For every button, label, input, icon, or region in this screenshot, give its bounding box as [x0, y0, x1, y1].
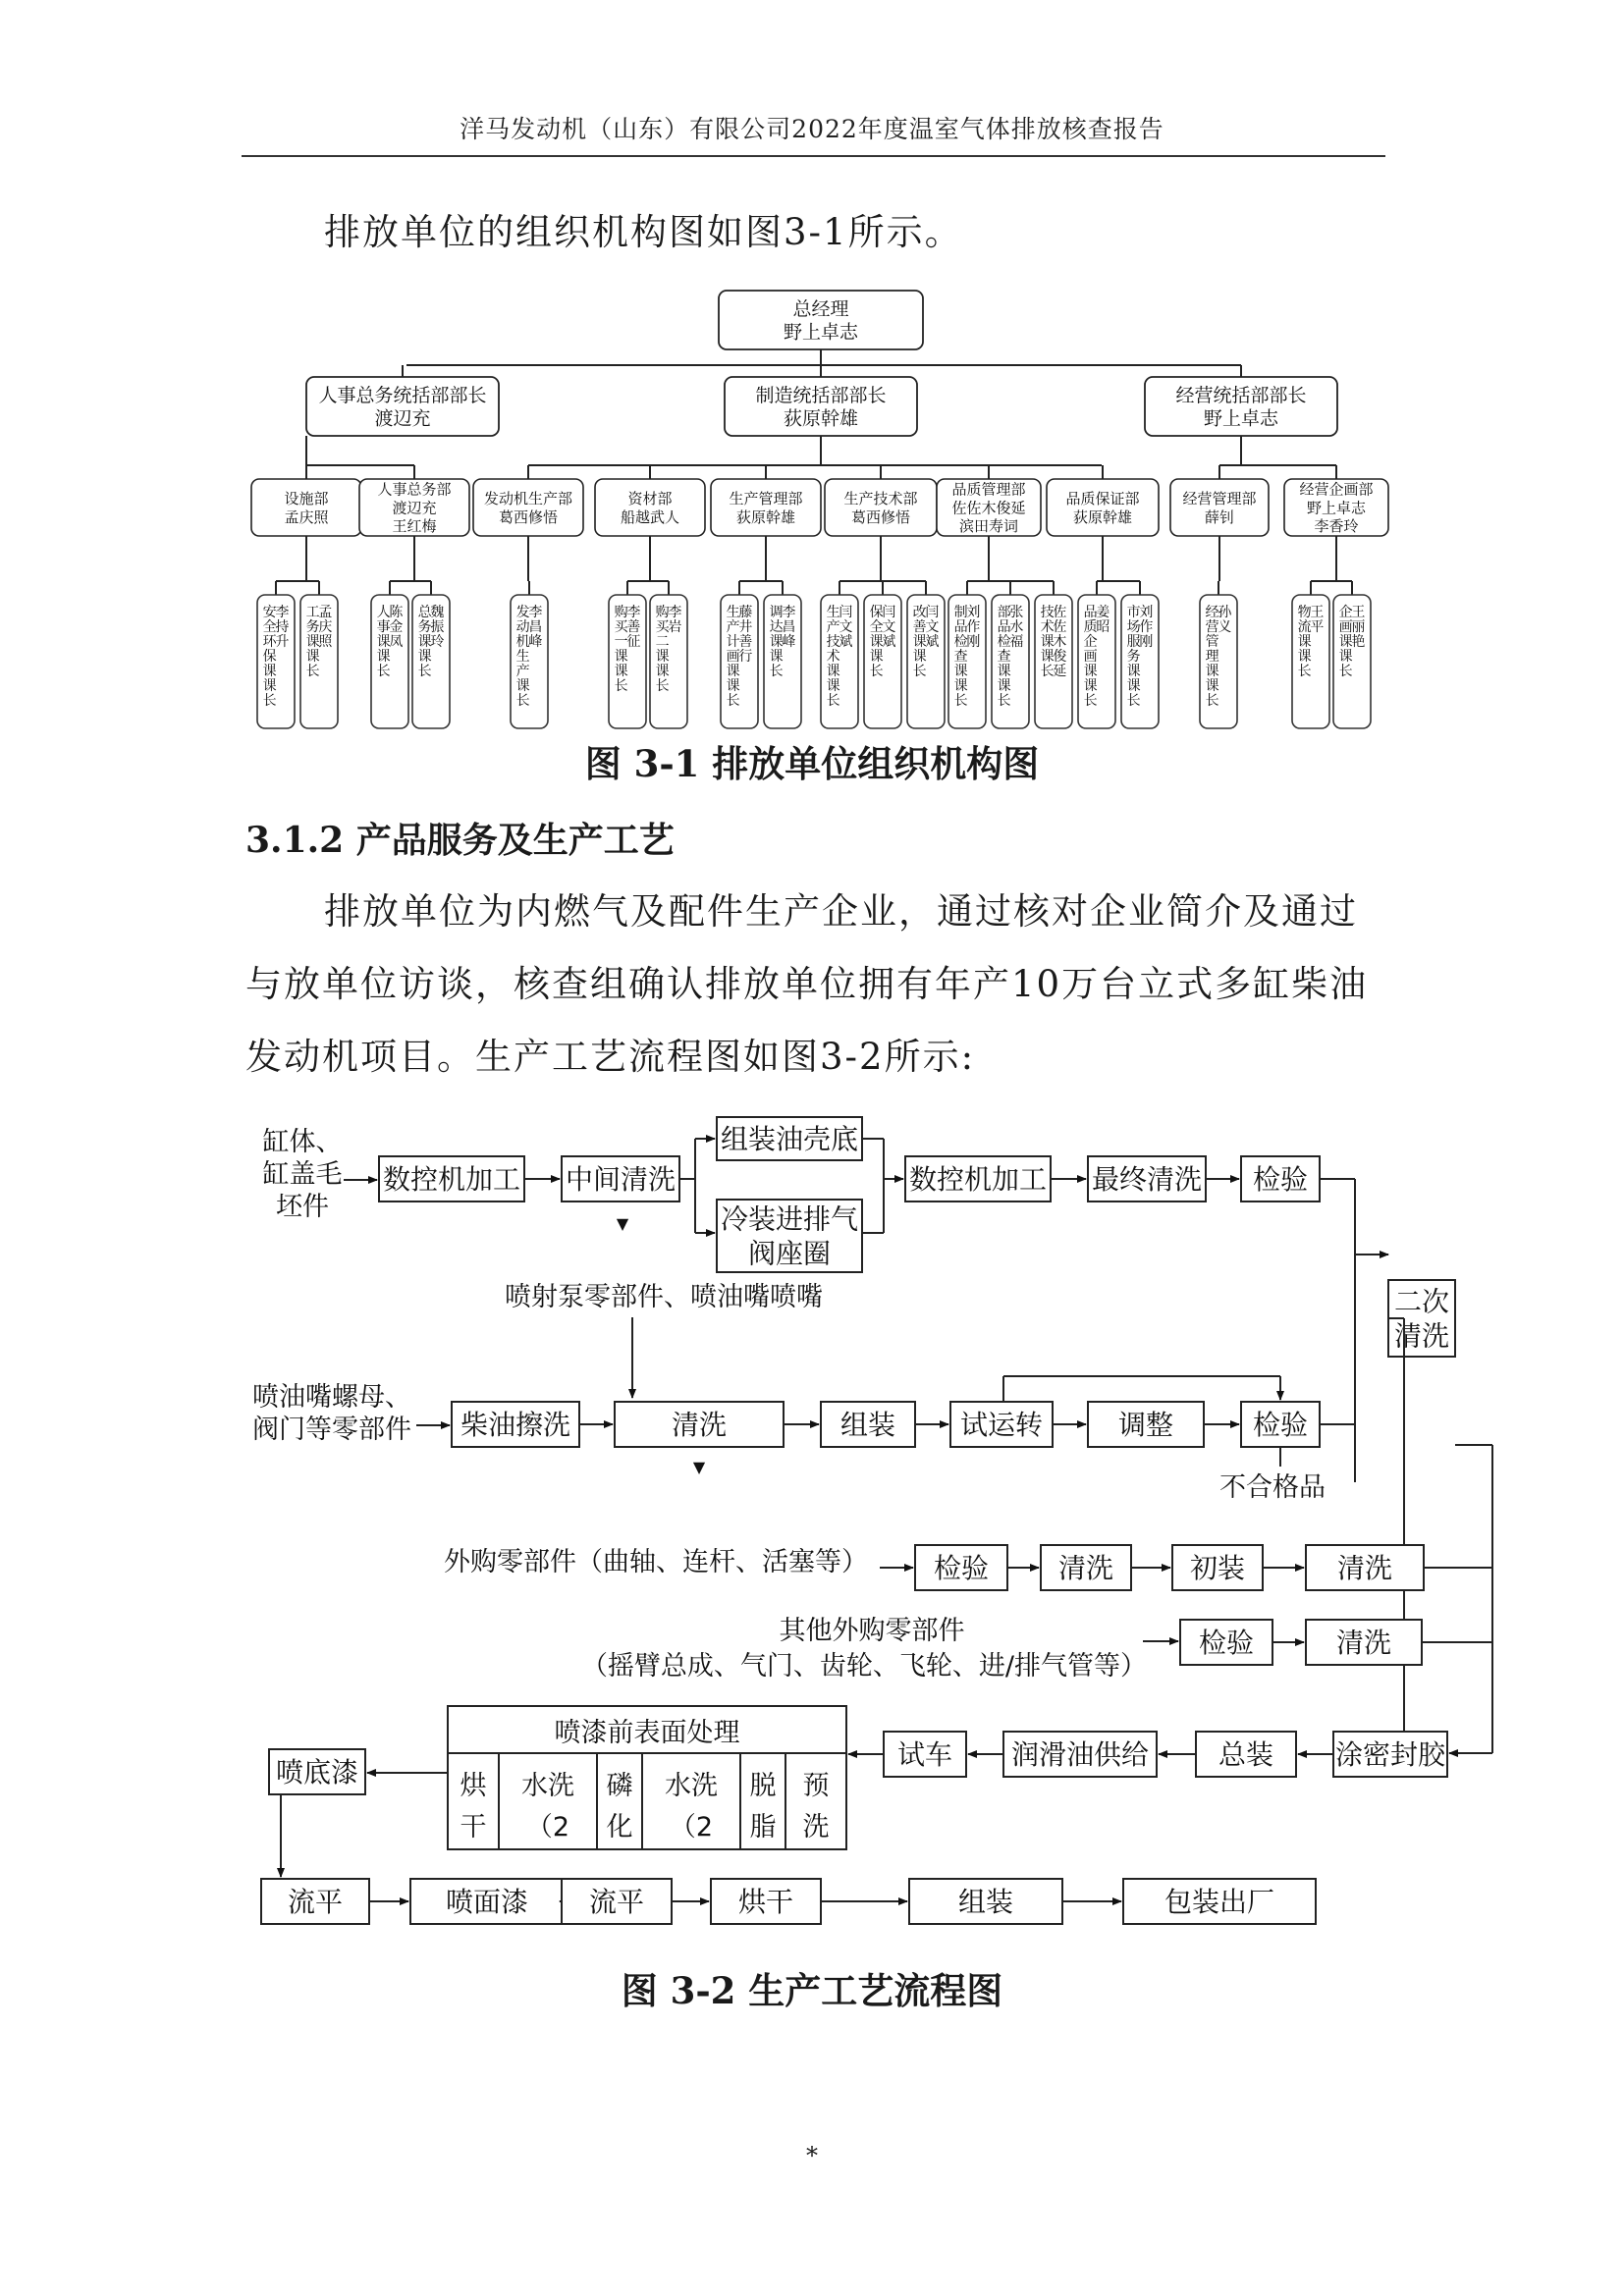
flow-box-sealant-text-0: 涂密封胶: [1334, 1738, 1446, 1772]
org-section-box-17-char-0-6: 长: [1205, 693, 1219, 709]
flow-box-row6-0-text-0: 流平: [287, 1886, 344, 1919]
org-section-box-5-char-0-4: 课: [614, 664, 628, 679]
flow-drop-mark-2: ▼: [692, 1458, 706, 1476]
org-section-box-16-char-1-0: 刘: [1139, 605, 1154, 620]
org-section-box-4-char-0-4: 产: [515, 664, 530, 679]
org-section-box-9-char-0-6: 长: [826, 693, 840, 709]
org-section-box-6-char-0-4: 课: [655, 664, 670, 679]
org-section-box-4-char-1-2: 峰: [528, 634, 543, 650]
org-section-box-16-char-0-5: 课: [1126, 678, 1141, 694]
org-section-box-4-char-0-6: 长: [515, 693, 530, 709]
org-section-box-3-char-0-4: 长: [417, 664, 432, 679]
org-section-box-18-char-0-1: 流: [1297, 619, 1312, 635]
org-section-box-14-char-1-2: 木: [1053, 634, 1067, 650]
process-paragraph: 排放单位为内燃气及配件生产企业，通过核对企业简介及通过与放单位访谈，核查组确认排放单位拥有年产10万台立式多缸柴油发动机项目。生产工艺流程图如图3-2所示:: [245, 890, 1369, 1078]
org-section-box-7-char-0-3: 画: [726, 649, 740, 665]
flow-box-test-run-text-0: 试车: [896, 1738, 953, 1772]
org-section-box-8-char-1-1: 昌: [782, 619, 796, 635]
flow-box-primer-text-0: 喷底漆: [275, 1756, 359, 1789]
org-department-box-0-text-0: 设施部: [284, 490, 329, 508]
org-section-box-7-char-1-0: 藤: [738, 605, 753, 620]
org-department-box-1-text-0: 人事总务部: [377, 480, 452, 499]
flow-pretreatment-cell-2-a: 磷: [606, 1771, 633, 1801]
flow-box-row6-1-text-0: 喷面漆: [445, 1886, 529, 1919]
org-section-box-6-char-0-3: 课: [655, 649, 670, 665]
flow-box-cold-fit-text-0: 冷装进排气: [720, 1202, 859, 1236]
org-department-box-4-text-1: 荻原幹雄: [735, 507, 796, 526]
figure-3-1-caption: 图 3-1 排放单位组织机构图: [584, 742, 1040, 785]
flow-pretreatment-cell-0-a: 烘: [460, 1771, 487, 1801]
org-section-box-7-char-1-1: 井: [738, 619, 753, 635]
org-division-box-2-text-0: 经营统括部部长: [1175, 384, 1307, 406]
flow-box-row6-4-text-0: 组装: [957, 1886, 1014, 1919]
org-section-box-9-char-1-1: 文: [839, 619, 853, 635]
org-division-box-1-text-1: 荻原幹雄: [783, 407, 859, 430]
org-section-box-1-char-0-0: 工: [305, 605, 320, 620]
org-section-box-8-char-1-0: 李: [782, 605, 796, 620]
org-section-box-16-char-0-1: 场: [1126, 619, 1141, 635]
org-section-box-14-char-1-1: 佐: [1053, 619, 1067, 635]
flow-pretreatment-cell-4-b: 脂: [749, 1812, 777, 1842]
org-section-box-16-char-0-0: 市: [1126, 605, 1141, 620]
intro-paragraph: 排放单位的组织机构图如图3-1所示。: [324, 211, 963, 253]
org-section-box-0-char-0-5: 课: [262, 678, 277, 694]
org-section-box-4-char-0-1: 动: [515, 619, 530, 635]
flow-box-lube-oil-text-0: 润滑油供给: [1010, 1738, 1150, 1772]
figure-3-2-caption: 图 3-2 生产工艺流程图: [621, 1969, 1003, 2012]
org-section-box-17-char-0-5: 课: [1205, 678, 1219, 694]
org-section-box-5-char-0-2: 一: [614, 634, 628, 650]
flow-pretreatment-cell-0-b: 干: [460, 1812, 487, 1842]
org-section-box-12-char-0-0: 制: [953, 605, 968, 620]
org-section-box-16-char-0-2: 服: [1126, 634, 1141, 650]
flow-box-cnc-2-text-0: 数控机加工: [908, 1163, 1048, 1197]
flow-drop-mark-1: ▼: [616, 1214, 629, 1233]
org-section-box-14-char-0-2: 课: [1040, 634, 1055, 650]
org-department-box-5-text-0: 生产技术部: [843, 490, 918, 508]
flow-pretreatment-cell-1-a: 水洗: [521, 1771, 574, 1801]
org-section-box-6-char-0-5: 长: [655, 678, 670, 694]
org-section-box-2-char-1-2: 凤: [389, 634, 404, 650]
org-section-box-12-char-1-2: 刚: [966, 634, 981, 650]
org-section-box-14-char-0-0: 技: [1040, 605, 1055, 620]
org-section-box-8-char-0-4: 长: [769, 664, 784, 679]
org-gm-box-text-0: 总经理: [792, 297, 849, 320]
flow-external-parts-2-text-1: （摇臂总成、气门、齿轮、飞轮、进/排气管等）: [580, 1651, 1148, 1682]
org-section-box-8-char-0-1: 达: [769, 619, 784, 635]
flow-box-mid-wash-text-0: 中间清洗: [565, 1163, 677, 1197]
org-department-box-4-text-0: 生产管理部: [729, 490, 803, 508]
flow-box-assemble-2-text-0: 组装: [839, 1409, 896, 1442]
org-section-box-15-char-0-4: 课: [1083, 664, 1098, 679]
org-section-box-5-char-0-0: 购: [614, 605, 628, 620]
flow-box-final-assembly-text-0: 总装: [1218, 1738, 1274, 1772]
org-department-box-3-text-1: 船越武人: [620, 507, 680, 526]
org-section-box-6-char-0-1: 买: [655, 619, 670, 635]
org-section-box-12-char-0-5: 课: [953, 678, 968, 694]
org-section-box-3-char-1-1: 振: [430, 619, 445, 635]
org-section-box-9-char-1-2: 斌: [839, 634, 853, 650]
flow-box-row6-2-text-0: 流平: [588, 1886, 645, 1919]
org-section-box-14-char-1-0: 佐: [1053, 605, 1067, 620]
org-section-box-3-char-0-1: 务: [417, 619, 432, 635]
flow-box-adjust-text-0: 调整: [1117, 1409, 1174, 1442]
org-section-box-14-char-0-4: 长: [1040, 664, 1055, 679]
org-division-box-1-text-0: 制造统括部部长: [755, 384, 887, 406]
org-department-box-1-text-1: 渡辺充: [392, 499, 437, 517]
org-section-box-1-char-1-0: 孟: [318, 605, 333, 620]
org-section-box-19-char-0-3: 课: [1338, 649, 1353, 665]
org-section-box-4-char-0-0: 发: [515, 605, 530, 620]
org-section-box-5-char-0-1: 买: [614, 619, 628, 635]
org-section-box-11-char-0-3: 课: [912, 649, 927, 665]
org-gm-box-text-1: 野上卓志: [783, 321, 859, 344]
org-section-box-13-char-0-5: 课: [997, 678, 1011, 694]
org-section-box-12-char-0-1: 品: [953, 619, 968, 635]
org-division-box-0-text-1: 渡辺充: [374, 407, 431, 430]
org-section-box-11-char-0-4: 长: [912, 664, 927, 679]
org-department-box-3-text-0: 资材部: [627, 490, 673, 508]
org-section-box-13-char-0-2: 检: [997, 634, 1011, 650]
flow-box-cnc-1-text-0: 数控机加工: [382, 1163, 521, 1197]
org-section-box-3-char-0-3: 课: [417, 649, 432, 665]
flow-box-row6-5-text-0: 包装出厂: [1164, 1886, 1275, 1919]
org-section-box-14-char-1-4: 延: [1053, 664, 1067, 679]
org-section-box-7-char-0-2: 计: [726, 634, 740, 650]
flow-input-2-text-0: 喷油嘴螺母、: [252, 1382, 411, 1413]
org-section-box-1-char-1-1: 庆: [318, 619, 333, 635]
flow-box-row4-0-text-0: 检验: [1198, 1627, 1255, 1660]
flow-pretreatment-cell-5-a: 预: [802, 1771, 830, 1801]
flow-box-cold-fit-text-1: 阀座圈: [747, 1237, 832, 1270]
org-section-box-13-char-1-2: 福: [1009, 634, 1024, 650]
org-section-box-10-char-0-0: 保: [869, 605, 884, 620]
org-section-box-0-char-0-6: 长: [262, 693, 277, 709]
org-section-box-13-char-0-3: 查: [997, 649, 1011, 665]
flow-box-row3-2-text-0: 初装: [1189, 1552, 1246, 1585]
flow-pretreatment-cell-2-b: 化: [606, 1812, 633, 1842]
org-section-box-0-char-1-2: 升: [275, 634, 290, 650]
org-division-box-2-text-1: 野上卓志: [1203, 407, 1279, 430]
page-number: *: [806, 2142, 818, 2169]
org-section-box-17-char-1-0: 孙: [1218, 605, 1232, 620]
org-section-box-16-char-0-6: 长: [1126, 693, 1141, 709]
org-section-box-12-char-0-4: 课: [953, 664, 968, 679]
org-section-box-19-char-0-4: 长: [1338, 664, 1353, 679]
org-section-box-3-char-1-2: 玲: [430, 634, 445, 650]
org-section-box-6-char-1-1: 岩: [668, 619, 682, 635]
flow-box-second-wash-text-0: 二次: [1393, 1285, 1450, 1318]
org-department-box-1-text-2: 王红梅: [392, 517, 437, 536]
org-section-box-1-char-0-1: 务: [305, 619, 320, 635]
org-section-box-10-char-0-3: 课: [869, 649, 884, 665]
flow-input-1-text-2: 坯件: [276, 1192, 329, 1222]
org-section-box-17-char-1-1: 义: [1218, 619, 1232, 635]
org-section-box-11-char-0-2: 课: [912, 634, 927, 650]
flow-box-final-wash-text-0: 最终清洗: [1091, 1163, 1203, 1197]
org-section-box-19-char-0-0: 企: [1338, 605, 1353, 620]
org-section-box-5-char-1-0: 李: [626, 605, 641, 620]
flow-box-inspect-2-text-0: 检验: [1252, 1409, 1309, 1442]
org-section-box-13-char-0-6: 长: [997, 693, 1011, 709]
org-section-box-13-char-0-4: 课: [997, 664, 1011, 679]
org-section-box-16-char-0-3: 务: [1126, 649, 1141, 665]
org-section-box-12-char-0-6: 长: [953, 693, 968, 709]
org-section-box-15-char-0-3: 画: [1083, 649, 1098, 665]
org-section-box-13-char-0-0: 部: [997, 605, 1011, 620]
org-section-box-11-char-0-1: 善: [912, 619, 927, 635]
org-section-box-15-char-0-0: 品: [1083, 605, 1098, 620]
org-section-box-1-char-0-3: 课: [305, 649, 320, 665]
org-section-box-12-char-0-2: 检: [953, 634, 968, 650]
org-section-box-6-char-0-0: 购: [655, 605, 670, 620]
org-section-box-2-char-0-3: 课: [376, 649, 391, 665]
org-section-box-6-char-0-2: 二: [655, 634, 670, 650]
org-section-box-9-char-0-1: 产: [826, 619, 840, 635]
org-section-box-12-char-1-0: 刘: [966, 605, 981, 620]
org-section-box-7-char-0-4: 课: [726, 664, 740, 679]
org-department-box-8-text-1: 薛钊: [1204, 507, 1235, 526]
org-section-box-1-char-0-2: 课: [305, 634, 320, 650]
org-section-box-18-char-0-3: 课: [1297, 649, 1312, 665]
org-section-box-11-char-1-0: 闫: [925, 605, 940, 620]
org-section-box-9-char-0-5: 课: [826, 678, 840, 694]
org-department-box-8-text-0: 经营管理部: [1182, 490, 1257, 508]
org-section-box-17-char-0-3: 理: [1205, 649, 1219, 665]
flow-input-2-text-1: 阀门等零部件: [252, 1415, 411, 1445]
org-department-box-6-text-0: 品质管理部: [951, 480, 1026, 499]
org-section-box-18-char-1-0: 王: [1310, 605, 1325, 620]
org-section-box-16-char-1-1: 作: [1139, 619, 1154, 635]
org-section-box-10-char-1-1: 文: [882, 619, 896, 635]
org-section-box-1-char-0-4: 长: [305, 664, 320, 679]
flow-box-row3-0-text-0: 检验: [933, 1552, 990, 1585]
org-section-box-8-char-0-0: 调: [769, 605, 784, 620]
flow-box-row3-1-text-0: 清洗: [1057, 1552, 1114, 1585]
org-section-box-10-char-0-2: 课: [869, 634, 884, 650]
org-section-box-7-char-0-1: 产: [726, 619, 740, 635]
org-section-box-18-char-0-4: 长: [1297, 664, 1312, 679]
org-section-box-4-char-1-0: 李: [528, 605, 543, 620]
flow-pretreatment-cell-3-a: 水洗: [665, 1771, 718, 1801]
org-section-box-11-char-1-1: 文: [925, 619, 940, 635]
org-section-box-17-char-0-1: 营: [1205, 619, 1219, 635]
org-department-box-9-text-1: 野上卓志: [1306, 499, 1367, 517]
org-section-box-11-char-0-0: 改: [912, 605, 927, 620]
org-section-box-3-char-1-0: 魏: [430, 605, 445, 620]
flow-external-parts-1: 外购零部件（曲轴、连杆、活塞等）: [444, 1547, 868, 1577]
page-header: 洋马发动机（山东）有限公司2022年度温室气体排放核查报告: [460, 115, 1164, 143]
org-section-box-10-char-0-4: 长: [869, 664, 884, 679]
org-section-box-18-char-1-1: 平: [1310, 619, 1325, 635]
org-section-box-4-char-0-3: 生: [515, 649, 530, 665]
org-division-box-0-text-0: 人事总务统括部部长: [318, 384, 487, 406]
flow-reject-label: 不合格品: [1219, 1472, 1326, 1503]
org-section-box-7-char-0-0: 生: [726, 605, 740, 620]
org-section-box-10-char-1-0: 闫: [882, 605, 896, 620]
org-department-box-5-text-1: 葛西修悟: [850, 507, 911, 526]
flow-pretreatment-cell-4-a: 脱: [749, 1771, 777, 1801]
org-section-box-7-char-0-5: 课: [726, 678, 740, 694]
org-section-box-16-char-1-2: 刚: [1139, 634, 1154, 650]
org-section-box-2-char-1-1: 金: [389, 619, 404, 635]
org-section-box-14-char-1-3: 俊: [1053, 649, 1067, 665]
org-section-box-2-char-1-0: 陈: [389, 605, 404, 620]
org-section-box-15-char-0-6: 长: [1083, 693, 1098, 709]
org-section-box-3-char-0-0: 总: [417, 605, 432, 620]
flow-pretreatment-cell-3-b: （2: [669, 1812, 714, 1842]
org-section-box-14-char-0-1: 术: [1040, 619, 1055, 635]
org-section-box-0-char-0-1: 全: [262, 619, 277, 635]
org-section-box-19-char-0-2: 课: [1338, 634, 1353, 650]
org-section-box-12-char-0-3: 查: [953, 649, 968, 665]
flow-pretreatment-cell-1-b: （2: [525, 1812, 570, 1842]
flow-box-row4-1-text-0: 清洗: [1335, 1627, 1392, 1660]
org-section-box-15-char-1-1: 昭: [1096, 619, 1110, 635]
flow-box-diesel-wash-text-0: 柴油擦洗: [460, 1409, 571, 1442]
org-section-box-18-char-0-0: 物: [1297, 605, 1312, 620]
org-section-box-9-char-0-3: 术: [826, 649, 840, 665]
org-section-box-5-char-0-5: 长: [614, 678, 628, 694]
org-section-box-19-char-0-1: 画: [1338, 619, 1353, 635]
org-section-box-5-char-1-1: 善: [626, 619, 641, 635]
org-section-box-0-char-0-0: 安: [262, 605, 277, 620]
org-section-box-19-char-1-2: 艳: [1351, 634, 1366, 650]
flow-box-inspect-1-text-0: 检验: [1252, 1163, 1309, 1197]
flow-pump-parts-label: 喷射泵零部件、喷油嘴喷嘴: [505, 1282, 823, 1312]
org-section-box-16-char-0-4: 课: [1126, 664, 1141, 679]
org-section-box-9-char-0-4: 课: [826, 664, 840, 679]
org-department-box-2-text-1: 葛西修悟: [498, 507, 559, 526]
org-section-box-0-char-0-4: 课: [262, 664, 277, 679]
flow-pretreatment-title: 喷漆前表面处理: [554, 1718, 740, 1748]
org-section-box-2-char-0-1: 事: [376, 619, 391, 635]
org-section-box-7-char-1-2: 善: [738, 634, 753, 650]
flow-box-row6-3-text-0: 烘干: [737, 1886, 794, 1919]
org-section-box-8-char-0-2: 课: [769, 634, 784, 650]
org-department-box-9-text-2: 李香玲: [1314, 517, 1359, 536]
org-section-box-9-char-1-0: 闫: [839, 605, 853, 620]
org-section-box-2-char-0-4: 长: [376, 664, 391, 679]
org-section-box-9-char-0-0: 生: [826, 605, 840, 620]
flow-box-second-wash-text-1: 清洗: [1393, 1319, 1450, 1353]
org-department-box-7-text-0: 品质保证部: [1065, 490, 1140, 508]
org-section-box-0-char-1-1: 持: [275, 619, 290, 635]
org-section-box-17-char-0-4: 课: [1205, 664, 1219, 679]
flow-box-trial-run-text-0: 试运转: [959, 1409, 1044, 1442]
section-heading: 3.1.2 产品服务及生产工艺: [245, 820, 675, 861]
org-section-box-9-char-0-2: 技: [826, 634, 840, 650]
flow-input-1-text-0: 缸体、: [262, 1127, 343, 1157]
org-section-box-19-char-1-1: 丽: [1351, 619, 1366, 635]
org-section-box-4-char-0-2: 机: [515, 634, 530, 650]
flow-pretreatment-cell-5-b: 洗: [802, 1812, 830, 1842]
org-section-box-17-char-0-2: 管: [1205, 634, 1219, 650]
flow-box-row3-3-text-0: 清洗: [1336, 1552, 1393, 1585]
org-section-box-8-char-0-3: 课: [769, 649, 784, 665]
org-section-box-13-char-1-0: 张: [1009, 605, 1024, 620]
org-section-box-1-char-1-2: 照: [318, 634, 333, 650]
org-section-box-5-char-0-3: 课: [614, 649, 628, 665]
org-section-box-11-char-1-2: 斌: [925, 634, 940, 650]
org-section-box-2-char-0-2: 课: [376, 634, 391, 650]
org-section-box-13-char-1-1: 水: [1009, 619, 1024, 635]
org-section-box-15-char-0-5: 课: [1083, 678, 1098, 694]
org-section-box-0-char-0-3: 保: [262, 649, 277, 665]
org-section-box-4-char-0-5: 课: [515, 678, 530, 694]
flow-external-parts-2-text-0: 其他外购零部件: [779, 1616, 965, 1646]
org-section-box-7-char-1-3: 行: [738, 649, 753, 665]
org-department-box-7-text-1: 荻原幹雄: [1072, 507, 1133, 526]
org-section-box-0-char-1-0: 李: [275, 605, 290, 620]
org-department-box-9-text-0: 经营企画部: [1299, 480, 1374, 499]
org-section-box-4-char-1-1: 昌: [528, 619, 543, 635]
org-section-box-10-char-1-2: 斌: [882, 634, 896, 650]
flow-input-1-text-1: 缸盖毛: [262, 1159, 343, 1190]
org-department-box-2-text-0: 发动机生产部: [483, 490, 573, 508]
org-section-box-5-char-1-2: 征: [626, 634, 641, 650]
org-section-box-12-char-1-1: 作: [966, 619, 981, 635]
org-section-box-18-char-0-2: 课: [1297, 634, 1312, 650]
org-section-box-0-char-0-2: 环: [262, 634, 277, 650]
org-department-box-6-text-2: 滨田寿词: [958, 517, 1019, 536]
org-section-box-8-char-1-2: 峰: [782, 634, 796, 650]
flow-box-wash-2-text-0: 清洗: [671, 1409, 728, 1442]
flow-box-oil-pan-text-0: 组装油壳底: [720, 1123, 859, 1156]
org-section-box-17-char-0-0: 经: [1205, 605, 1219, 620]
org-department-box-6-text-1: 佐佐木俊延: [951, 499, 1026, 517]
org-section-box-7-char-0-6: 长: [726, 693, 740, 709]
org-section-box-10-char-0-1: 全: [869, 619, 884, 635]
org-section-box-2-char-0-0: 人: [376, 605, 391, 620]
org-section-box-3-char-0-2: 课: [417, 634, 432, 650]
org-section-box-15-char-0-2: 企: [1083, 634, 1098, 650]
org-section-box-15-char-0-1: 质: [1083, 619, 1098, 635]
org-section-box-14-char-0-3: 课: [1040, 649, 1055, 665]
org-section-box-6-char-1-0: 李: [668, 605, 682, 620]
org-department-box-0-text-1: 孟庆照: [284, 507, 329, 526]
org-section-box-13-char-0-1: 品: [997, 619, 1011, 635]
org-section-box-15-char-1-0: 姜: [1096, 605, 1110, 620]
org-section-box-19-char-1-0: 王: [1351, 605, 1366, 620]
